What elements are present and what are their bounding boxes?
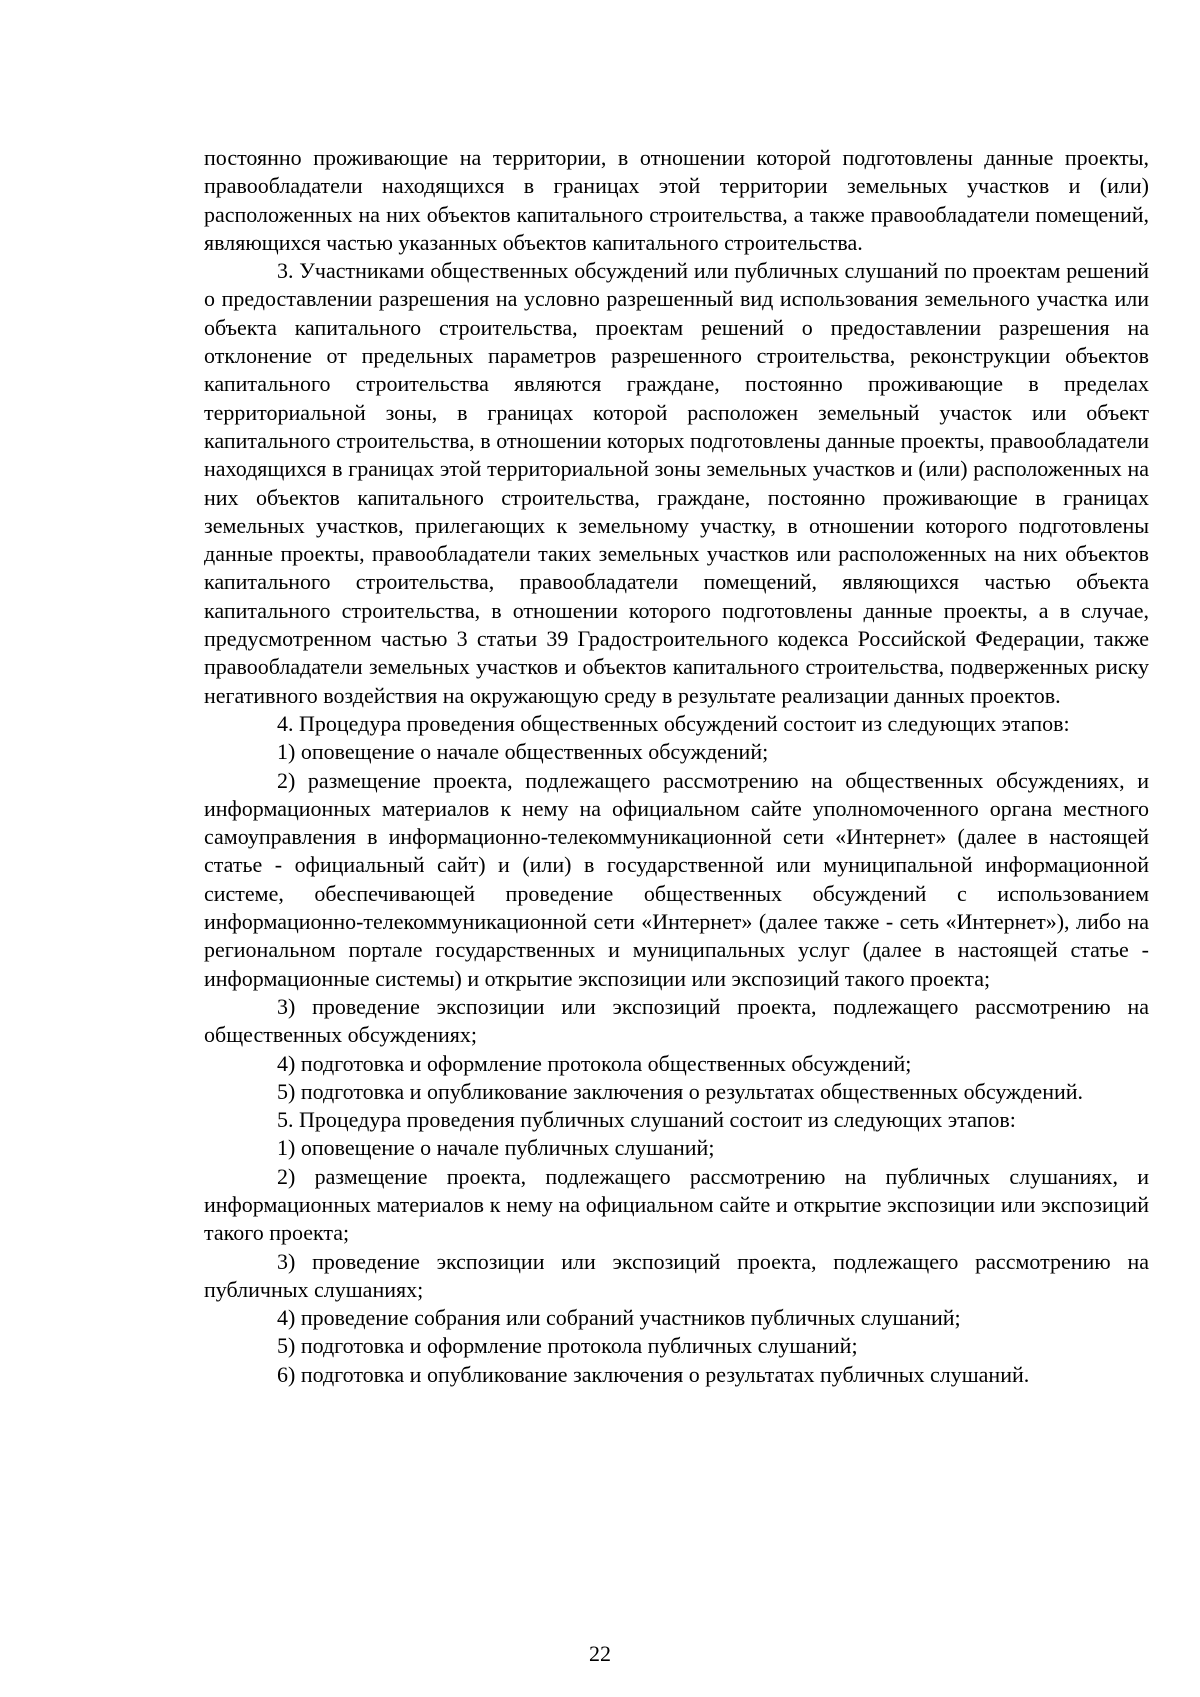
list-item-4-5: 5) подготовка и опубликование заключения о результатах общественных обсуждений.: [277, 1078, 1084, 1104]
list-item-4-4: 4) подготовка и оформление протокола общественных обсуждений;: [277, 1050, 912, 1076]
list-item-5-1: 1) оповещение о начале публичных слушаний;: [277, 1135, 715, 1161]
page-number: 22: [589, 1641, 611, 1666]
paragraph-item-4: 4. Процедура проведения общественных обсуждений состоит из следующих этапов:: [277, 710, 1070, 736]
list-item-5-6: 6) подготовка и опубликование заключения о результатах публичных слушаний.: [277, 1361, 1030, 1387]
list-item-5-4: 4) проведение собрания или собраний участников публичных слушаний;: [277, 1305, 961, 1331]
document-body: [204, 144, 1149, 1389]
list-item-5-5: 5) подготовка и оформление протокола публичных слушаний;: [277, 1333, 858, 1359]
paragraph-item-3: 3. Участниками общественных обсуждений или публичных слушаний по проектам решений о предоставлении разрешения на условно разрешенный вид использования земельного участка или объекта капитального строительства, проектам решений о предоставлении разрешения на отклонение от предельных параметров разрешенного строительства, реконструкции объектов капитального строительства являются граждане, постоянно проживающие в пределах территориальной зоны, в границах которой расположен земельный участок или объект капитального строительства, в отношении которых подготовлены данные проекты, правообладатели находящихся в границах этой территориальной зоны земельных участков и (или) расположенных на них объектов капитального строительства, граждане, постоянно проживающие в границах земельных участков, прилегающих к земельному участку, в отношении которого подготовлены данные проекты, правообладатели таких земельных участков или расположенных на них объектов капитального строительства, правообладатели помещений, являющихся частью объекта капитального строительства, в отношении которого подготовлены данные проекты, а в случае, предусмотренном частью 3 статьи 39 Градостроительного кодекса Российской Федерации, также правообладатели земельных участков и объектов капитального строительства, подверженных риску негативного воздействия на окружающую среду в результате реализации данных проектов.: [204, 258, 1149, 708]
list-item-4-3: 3) проведение экспозиции или экспозиций проекта, подлежащего рассмотрению на общественных обсуждениях;: [204, 993, 1149, 1048]
paragraph-continuation: постоянно проживающие на территории, в отношении которой подготовлены данные проекты, правообладатели находящихся в границах этой территории земельных участков и (или) расположенных на них объектов капитального строительства, а также правообладатели помещений, являющихся частью указанных объектов капитального строительства.: [204, 145, 1149, 255]
list-item-4-1: 1) оповещение о начале общественных обсуждений;: [277, 739, 769, 765]
paragraph-item-5: 5. Процедура проведения публичных слушаний состоит из следующих этапов:: [277, 1107, 1016, 1133]
list-item-5-3: 3) проведение экспозиции или экспозиций проекта, подлежащего рассмотрению на публичных слушаниях;: [204, 1248, 1149, 1302]
list-item-4-2: 2) размещение проекта, подлежащего рассмотрению на общественных обсуждениях, и информационных материалов к нему на официальном сайте уполномоченного органа местного самоуправления в информационно-телекоммуникационной сети «Интернет» (далее в настоящей статье - официальный сайт) и (или) в государственной или муниципальной информационной системе, обеспечивающей проведение общественных обсуждений с использованием информационно-телекоммуникационной сети «Интернет» (далее также - сеть «Интернет»), либо на региональном портале государственных и муниципальных услуг (далее в настоящей статье - информационные системы) и открытие экспозиции или экспозиций такого проекта;: [204, 767, 1149, 991]
list-item-5-2: 2) размещение проекта, подлежащего рассмотрению на публичных слушаниях, и информационных материалов к нему на официальном сайте и открытие экспозиции или экспозиций такого проекта;: [204, 1163, 1149, 1246]
